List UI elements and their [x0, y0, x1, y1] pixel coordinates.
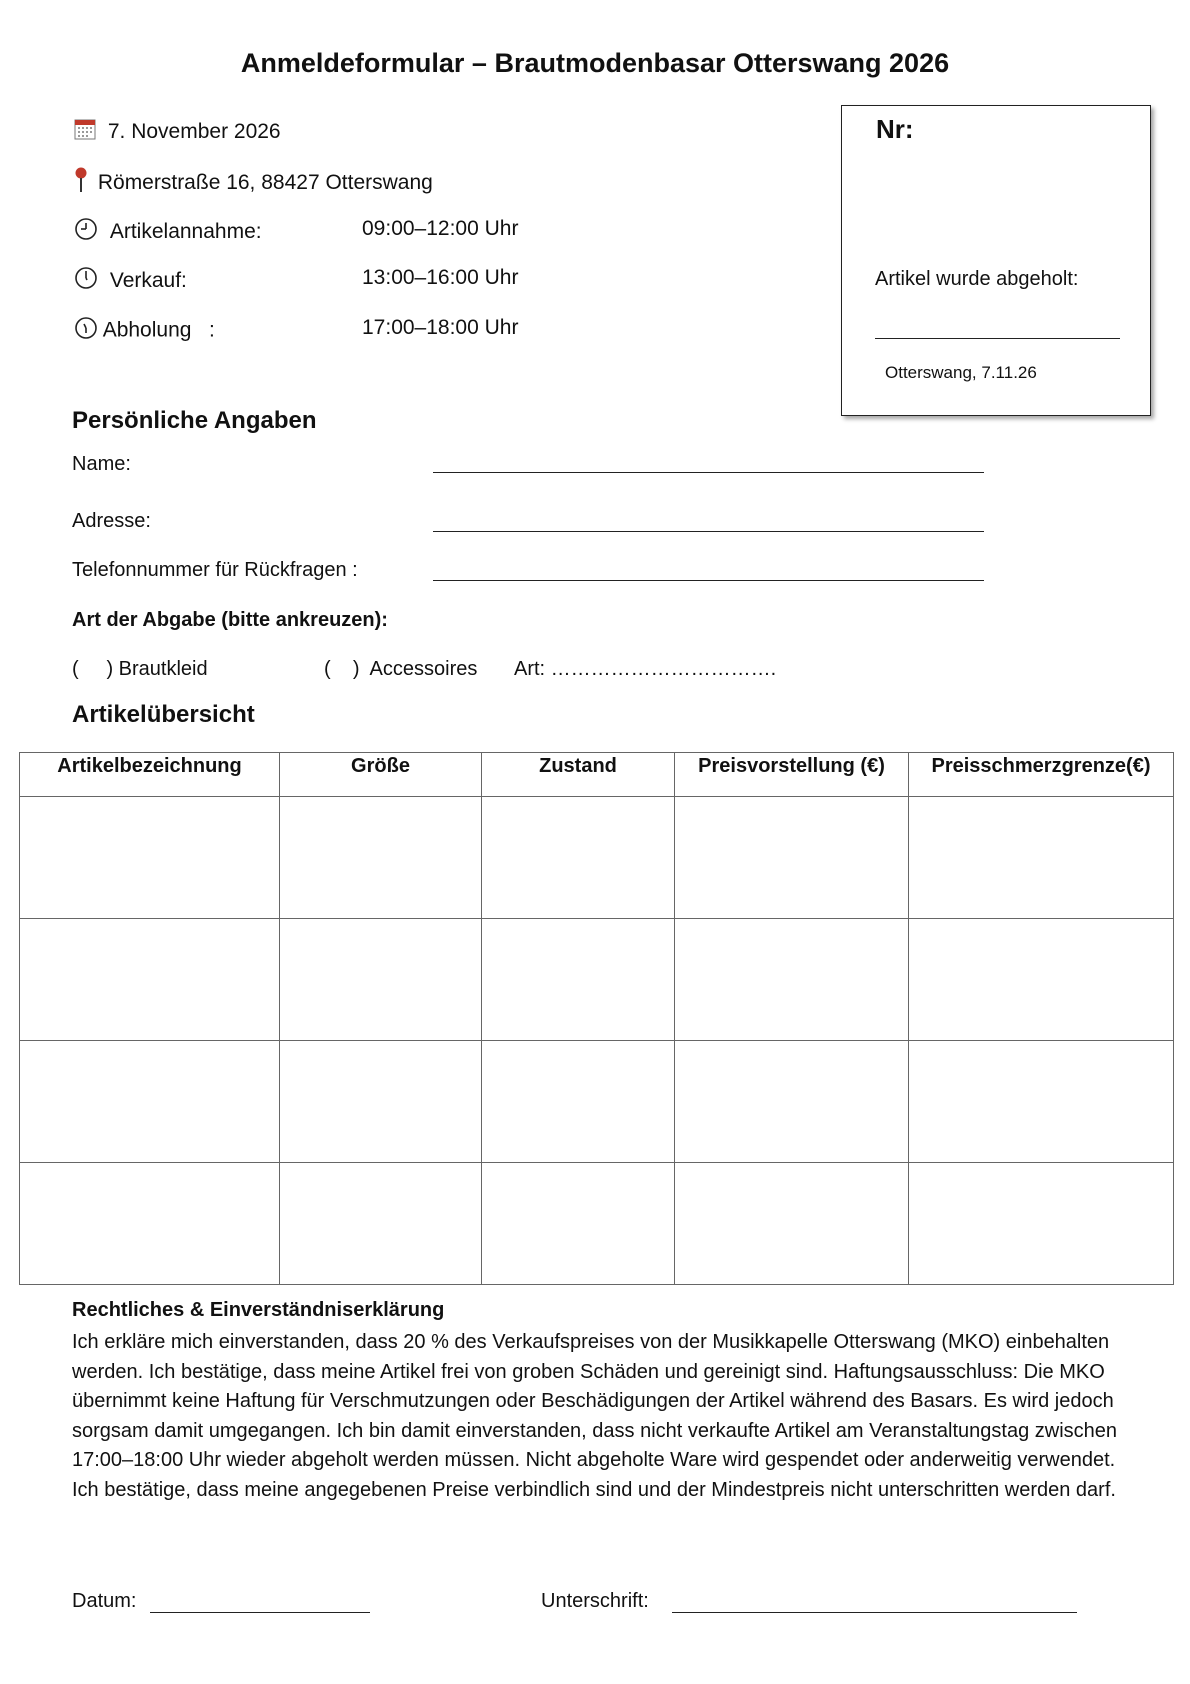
table-row	[20, 797, 1174, 919]
table-row	[20, 1163, 1174, 1285]
address-field[interactable]	[433, 531, 984, 532]
table-cell[interactable]	[909, 1041, 1174, 1163]
schedule-time: 17:00–18:00 Uhr	[362, 316, 519, 339]
schedule-time: 13:00–16:00 Uhr	[362, 266, 519, 289]
phone-label: Telefonnummer für Rückfragen :	[72, 559, 358, 581]
clock-icon	[74, 316, 98, 346]
schedule-time: 09:00–12:00 Uhr	[362, 217, 519, 240]
name-label: Name:	[72, 453, 131, 475]
picked-up-signature-line	[875, 338, 1120, 339]
items-table	[19, 752, 1174, 1285]
address-label: Adresse:	[72, 510, 151, 532]
event-date: 7. November 2026	[107, 119, 281, 143]
table-cell[interactable]	[675, 797, 909, 919]
event-address: Römerstraße 16, 88427 Otterswang	[97, 170, 433, 194]
legal-heading: Rechtliches & Einverständniserklärung	[72, 1299, 445, 1321]
table-cell[interactable]	[909, 919, 1174, 1041]
items-heading: Artikelübersicht	[72, 701, 255, 728]
date-label: Datum:	[72, 1590, 137, 1612]
table-cell[interactable]	[280, 797, 482, 919]
table-cell[interactable]	[675, 1041, 909, 1163]
legal-text: Ich erkläre mich einverstanden, dass 20 % des Verkaufspreises von der Musikkapelle Otterswang (MKO) einbehalten werden. Ich bestätige, dass meine Artikel frei von groben Schäden und gereinigt sind. Haftungsausschluss: Die MKO übernimmt keine Haftung für Verschmutzungen oder Beschädigungen der Artikel während des Basars. Es wird jedoch sorgsam damit umgegangen. Ich bin damit einverstanden, dass nicht verkaufte Artikel am Veranstaltungstag zwischen 17:00–18:00 Uhr wieder abgeholt werden müssen. Nicht abgeholte Ware wird gespendet oder anderweitig verwendet. Ich bestätige, dass meine angegebenen Preise verbindlich sind und der Mindestpreis nicht unterschritten werden darf.	[72, 1331, 1118, 1501]
clock-icon	[74, 266, 98, 296]
date-field[interactable]	[150, 1612, 370, 1613]
option-accessoires-checkbox[interactable]: ( ) Accessoires	[324, 658, 478, 680]
picked-up-label: Artikel wurde abgeholt:	[875, 268, 1079, 290]
table-cell[interactable]	[280, 1163, 482, 1285]
table-cell[interactable]	[20, 919, 280, 1041]
calendar-icon	[74, 118, 96, 146]
schedule-row	[74, 266, 187, 296]
table-cell[interactable]	[482, 1041, 675, 1163]
table-cell[interactable]	[482, 1163, 675, 1285]
event-address-row	[74, 167, 433, 199]
phone-field[interactable]	[433, 580, 984, 581]
table-cell[interactable]	[675, 919, 909, 1041]
table-cell[interactable]	[20, 797, 280, 919]
location-pin-icon	[74, 167, 88, 199]
table-row	[20, 1041, 1174, 1163]
schedule-label: Verkauf:	[109, 268, 187, 292]
signature-label: Unterschrift:	[541, 1590, 649, 1612]
schedule-row	[74, 217, 262, 247]
personal-heading: Persönliche Angaben	[72, 407, 317, 434]
table-cell[interactable]	[909, 1163, 1174, 1285]
page-title: Anmeldeformular – Brautmodenbasar Otterswang 2026	[240, 48, 950, 78]
event-date-row	[74, 118, 281, 146]
column-header-preisvorstellung: Preisvorstellung (€)	[675, 753, 909, 797]
submission-heading: Art der Abgabe (bitte ankreuzen):	[72, 609, 388, 631]
clock-icon	[74, 217, 98, 247]
table-cell[interactable]	[675, 1163, 909, 1285]
schedule-label: Abholung :	[102, 318, 215, 342]
schedule-label: Artikelannahme:	[109, 219, 262, 243]
option-brautkleid-checkbox[interactable]: ( ) Brautkleid	[72, 658, 208, 680]
table-cell[interactable]	[482, 797, 675, 919]
accessory-type-field[interactable]: Art: …………………………….	[514, 658, 777, 680]
name-field[interactable]	[433, 472, 984, 473]
table-cell[interactable]	[909, 797, 1174, 919]
office-place-date: Otterswang, 7.11.26	[885, 363, 1037, 382]
column-header-preisschmerzgrenze: Preisschmerzgrenze(€)	[909, 753, 1174, 797]
table-header-row	[20, 753, 1174, 797]
table-cell[interactable]	[482, 919, 675, 1041]
table-cell[interactable]	[280, 919, 482, 1041]
table-cell[interactable]	[20, 1041, 280, 1163]
table-cell[interactable]	[20, 1163, 280, 1285]
table-row	[20, 919, 1174, 1041]
column-header-groesse: Größe	[280, 753, 482, 797]
column-header-zustand: Zustand	[482, 753, 675, 797]
number-label: Nr:	[876, 114, 914, 144]
table-cell[interactable]	[280, 1041, 482, 1163]
schedule-row	[74, 316, 215, 346]
signature-field[interactable]	[672, 1612, 1077, 1613]
column-header-artikelbezeichnung: Artikelbezeichnung	[20, 753, 280, 797]
